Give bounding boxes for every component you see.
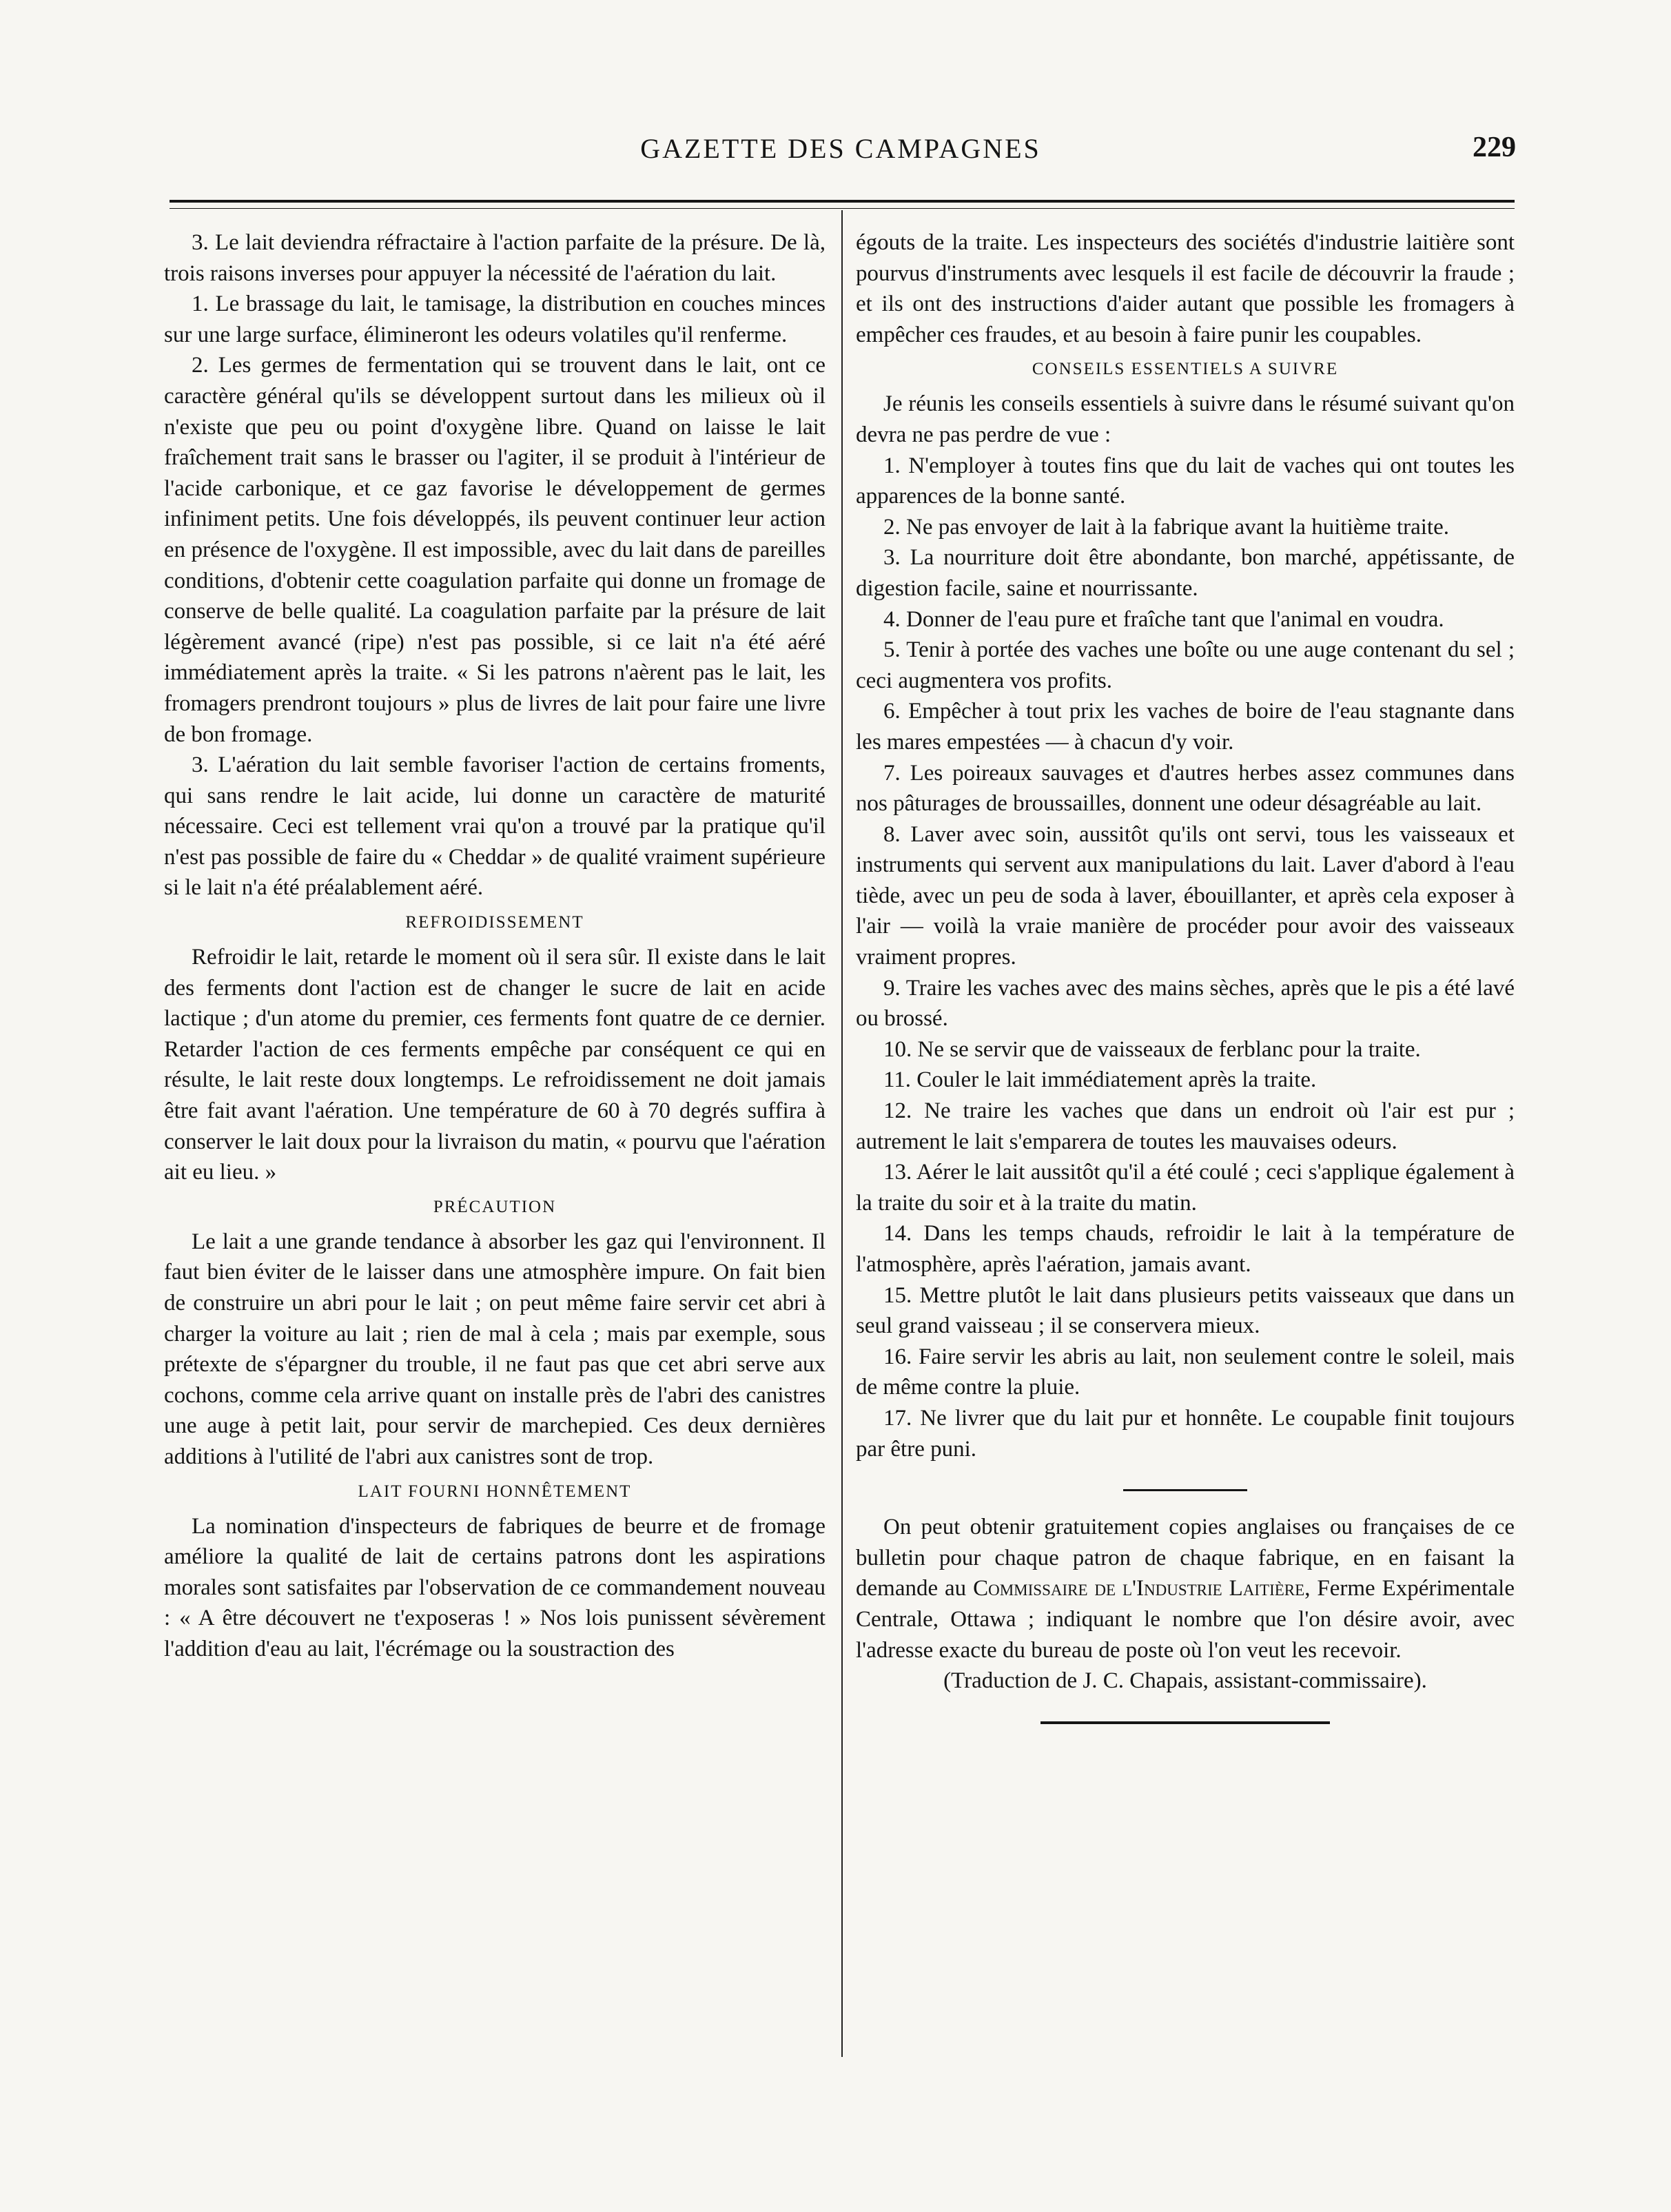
list-item: 7. Les poireaux sauvages et d'autres herbes assez communes dans nos pâturages de broussailles, donnent une odeur désagréable au lait. [856,760,1515,817]
left-column [164,227,826,1665]
list-item: 9. Traire les vaches avec des mains sèches, après que le pis a été lavé ou brossé. [856,975,1515,1032]
end-rule [1040,1721,1330,1724]
list-item: 6. Empêcher à tout prix les vaches de boire de l'eau stagnante dans les mares empestées — à chacun d'y voir. [856,699,1515,755]
list-item: 4. Donner de l'eau pure et fraîche tant que l'animal en voudra. [883,606,1444,632]
section-heading-refroidissement: REFROIDISSEMENT [405,913,584,932]
list-item: 15. Mettre plutôt le lait dans plusieurs petits vaisseaux que dans un seul grand vaisseau ; il se conservera mieux. [856,1282,1515,1339]
paragraph: Refroidir le lait, retarde le moment où il sera sûr. Il existe dans le lait des ferments dont l'action est de changer le sucre de lait en acide lactique ; d'un atome du premier, ces ferments font quatre de ce dernier. Retarder l'action de ces ferments empêche par conséquent ce qui en résulte, le lait reste doux longtemps. Le refroidissement ne doit jamais être fait avant l'aération. Une température de 60 à 70 degrés suffira à conserver le lait doux pour la livraison du matin, « pourvu que l'aération ait eu lieu. » [164,945,826,1185]
section-heading-conseils: CONSEILS ESSENTIELS A SUIVRE [1032,360,1339,379]
page-number: 229 [1473,132,1516,163]
list-item: 17. Ne livrer que du lait pur et honnête. Le coupable finit toujours par être puni. [856,1405,1515,1462]
separator-rule [1123,1489,1247,1491]
paragraph: 3. L'aération du lait semble favoriser l'action de certains froments, qui sans rendre le lait acide, lui donne un caractère de maturité nécessaire. Ceci est tellement vrai qu'on a trouvé par la pratique qu'il n'est pas possible de faire du « Cheddar » de qualité vraiment supérieure si le lait n'a été préalablement aéré. [164,752,826,901]
paragraph: 2. Les germes de fermentation qui se trouvent dans le lait, ont ce caractère général qu'ils se développent surtout dans les milieux où il n'existe que peu ou point d'oxygène libre. Quand on laisse le lait fraîchement trait sans le brasser ou l'agiter, il se produit à l'intérieur de l'acide carbonique, et ce gaz favorise le développement de germes infiniment petits. Une fois développés, ils peuvent continuer leur action en présence de l'oxygène. Il est impossible, avec du lait dans de pareilles conditions, d'obtenir cette coagulation parfaite qui donne un fromage de conserve de belle qualité. La coagulation parfaite par la présure de lait légèrement avancé (ripe) n'est pas possible, si ce lait n'a été aéré immédiatement après la traite. « Si les patrons n'aèrent pas le lait, les fromagers prendront toujours » plus de livres de lait pour faire une livre de bon fromage. [164,353,826,747]
list-item: 5. Tenir à portée des vaches une boîte ou une auge contenant du sel ; ceci augmentera vos profits. [856,637,1515,693]
translation-credit: (Traduction de J. C. Chapais, assistant-commissaire). [943,1668,1427,1694]
page-header [165,125,1516,174]
list-item: 3. La nourriture doit être abondante, bon marché, appétissante, de digestion facile, saine et nourrissante. [856,545,1515,601]
list-item: 12. Ne traire les vaches que dans un endroit où l'air est pur ; autrement le lait s'emparera de toutes les mauvaises odeurs. [856,1098,1515,1154]
right-column [856,227,1515,1724]
paragraph: 3. Le lait deviendra réfractaire à l'action parfaite de la présure. De là, trois raisons inverses pour appuyer la nécessité de l'aération du lait. [164,230,826,286]
list-item: 13. Aérer le lait aussitôt qu'il a été coulé ; ceci s'applique également à la traite du soir et à la traite du matin. [856,1160,1515,1216]
list-item: 11. Couler le lait immédiatement après la traite. [883,1067,1317,1093]
list-item: 8. Laver avec soin, aussitôt qu'ils ont servi, tous les vaisseaux et instruments qui servent aux manipulations du lait. Laver d'abord à l'eau tiède, avec un peu de soda à laver, ébouillanter, et après cela exposer à l'air — voilà la vraie manière de procéder pour avoir des vaisseaux vraiment propres. [856,821,1515,970]
paragraph: Le lait a une grande tendance à absorber les gaz qui l'environnent. Il faut bien éviter de le laisser dans une atmosphère impure. On fait bien de construire un abri pour le lait ; on peut même faire servir cet abri à charger la voiture au lait ; rien de mal à cela ; mais par exemple, sous prétexte de s'épargner du trouble, il ne faut pas que cet abri serve aux cochons, comme cela arrive quant on installe près de l'abri des canistres une auge à petit lait, pour servir de marchepied. Ces deux dernières additions à l'utilité de l'abri aux canistres sont de trop. [164,1229,826,1469]
list-item: 14. Dans les temps chauds, refroidir le lait à la température de l'atmosphère, après l'aération, jamais avant. [856,1221,1515,1277]
list-item: 2. Ne pas envoyer de lait à la fabrique avant la huitième traite. [883,514,1449,540]
section-heading-precaution: PRÉCAUTION [433,1197,557,1216]
header-rule-thin [170,208,1515,209]
list-item: 16. Faire servir les abris au lait, non seulement contre le soleil, mais de même contre la pluie. [856,1344,1515,1400]
notice-text: On peut obtenir gratuitement copies anglaises ou françaises de ce bulletin pour chaque patron de chaque fabrique, en en faisant la demande au [856,1515,1515,1601]
paragraph: 1. Le brassage du lait, le tamisage, la distribution en couches minces sur une large surface, élimineront les odeurs volatiles qu'il renferme. [164,291,826,347]
publication-title: GAZETTE DES CAMPAGNES [640,133,1041,164]
notice-commissioner: Commissaire de l'Industrie Laitière [973,1576,1305,1601]
paragraph: égouts de la traite. Les inspecteurs des sociétés d'industrie laitière sont pourvus d'instruments avec lesquels il est facile de découvrir la fraude ; et ils ont des instructions d'aider autant que possible les fromagers à empêcher ces fraudes, et au besoin à faire punir les coupables. [856,230,1515,347]
paragraph: La nomination d'inspecteurs de fabriques de beurre et de fromage améliore la qualité de lait de certains patrons dont les aspirations morales sont satisfaites par l'observation de ce commandement nouveau : « A être découvert ne t'exposeras ! » Nos lois punissent sévèrement l'addition d'eau au lait, l'écrémage ou la soustraction des [164,1513,826,1661]
notice-paragraph [856,1512,1515,1666]
header-rule [170,200,1515,203]
list-item: 10. Ne se servir que de vaisseaux de ferblanc pour la traite. [883,1036,1421,1062]
advice-list [856,451,1515,1465]
column-divider [841,210,843,2057]
list-item: 1. N'employer à toutes fins que du lait de vaches qui ont toutes les apparences de la bonne santé. [856,453,1515,509]
section-heading-lait-fourni: LAIT FOURNI HONNÊTEMENT [358,1482,632,1501]
notice-text: , Ferme Expérimentale Centrale, Ottawa ; indiquant le nombre que l'on désire avoir, avec l'adresse exacte du bureau de poste où l'on veut les recevoir. [856,1576,1515,1663]
paragraph: Je réunis les conseils essentiels à suivre dans le résumé suivant qu'on devra ne pas perdre de vue : [856,391,1515,447]
